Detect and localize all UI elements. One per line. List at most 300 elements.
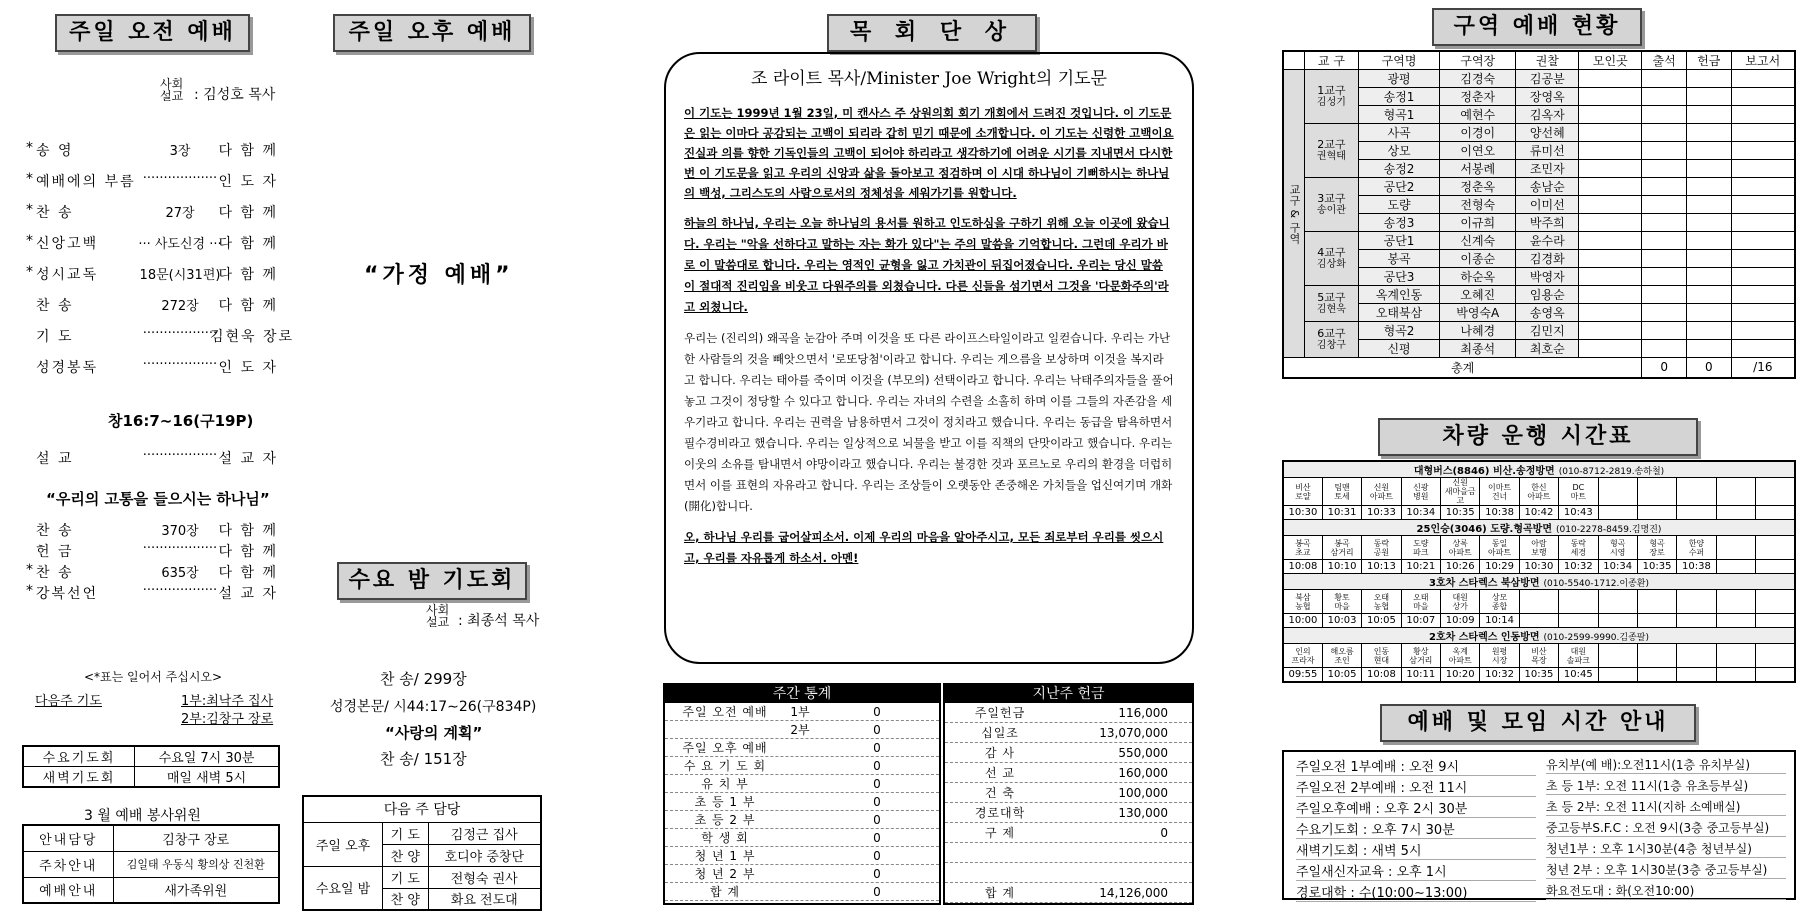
weekly-row <box>665 847 939 865</box>
bus-stop-cell: 신원 새마을금고 <box>1441 478 1480 506</box>
district-blank-cell[interactable] <box>1686 160 1731 178</box>
district-cell: 전형숙 <box>1440 196 1516 214</box>
district-blank-cell[interactable] <box>1579 322 1642 340</box>
duty-slot: 주일 오후 <box>303 822 383 866</box>
district-cell: 공단2 <box>1358 178 1439 196</box>
district-cell: 사곡 <box>1358 124 1439 142</box>
district-blank-cell[interactable] <box>1642 268 1687 286</box>
weekly-row-part <box>785 865 815 882</box>
wednesday-sermon-title: “사랑의 계획” <box>385 724 483 742</box>
district-blank-cell[interactable] <box>1579 160 1642 178</box>
schedule-title: 예배 및 모임 시간 안내 <box>1380 704 1696 742</box>
order-item-leader: 다 함 께 <box>218 205 278 221</box>
duty-role: 기 도 <box>383 822 429 844</box>
order-mark: * <box>26 264 33 280</box>
district-cell: 형곡1 <box>1358 106 1439 124</box>
order-item-detail: 370장 <box>161 524 199 539</box>
district-blank-cell[interactable] <box>1686 286 1731 304</box>
weekly-row-part <box>785 757 815 774</box>
meeting-name: 새벽기도회 <box>23 767 135 788</box>
offering-row-label: 경로대학 <box>974 806 1026 820</box>
district-blank-cell[interactable] <box>1579 142 1642 160</box>
weekly-row-count: 0 <box>873 813 881 827</box>
district-blank-cell[interactable] <box>1579 88 1642 106</box>
district-blank-cell[interactable] <box>1579 268 1642 286</box>
bus-time-cell: 10:14 <box>1480 614 1519 628</box>
bus-stop-cell: 대원 솔파크 <box>1559 644 1598 668</box>
weekly-row-label: 학 생 회 <box>701 831 749 845</box>
district-group-cell <box>1305 286 1359 322</box>
district-cell: 봉곡 <box>1358 250 1439 268</box>
district-group-leader: 김성기 <box>1316 96 1346 108</box>
prayer-box <box>664 52 1194 664</box>
duty-role: 찬 양 <box>383 888 429 910</box>
district-blank-cell[interactable] <box>1642 160 1687 178</box>
district-blank-cell[interactable] <box>1686 304 1731 322</box>
district-group-cell <box>1305 322 1359 358</box>
schedule-left-item: 새벽기도회 : 새벽 5시 <box>1296 840 1536 860</box>
bus-time-cell: 10:32 <box>1480 668 1519 682</box>
wednesday-presider-label: 사회 설교 <box>426 603 450 629</box>
district-cell: 김민지 <box>1516 322 1579 340</box>
committee-person: 새가족위원 <box>113 877 279 903</box>
district-blank-cell[interactable] <box>1579 124 1642 142</box>
district-blank-cell[interactable] <box>1686 178 1731 196</box>
bus-time-cell <box>1598 506 1637 520</box>
order-item-leader: 다 함 께 <box>218 143 278 159</box>
district-blank-cell[interactable] <box>1579 340 1642 358</box>
bus-time-cell: 10:35 <box>1441 506 1480 520</box>
bus-stop-cell: 북삼 농협 <box>1283 590 1322 614</box>
next-prayer-label: 다음주 기도 <box>35 694 102 709</box>
district-title: 구역 예배 현황 <box>1432 8 1642 46</box>
weekly-row-part: 1부 <box>790 705 810 719</box>
district-cell: 조민자 <box>1516 160 1579 178</box>
duty-person: 김정근 집사 <box>428 822 541 844</box>
bus-stop-cell: 동락 공원 <box>1362 536 1401 560</box>
district-blank-cell[interactable] <box>1686 124 1731 142</box>
district-cell: 최호순 <box>1516 340 1579 358</box>
sermon-dots: ·················· <box>142 448 218 463</box>
district-blank-cell[interactable] <box>1686 322 1731 340</box>
bus-stop-cell <box>1598 644 1637 668</box>
wednesday-presider: : 최종석 목사 <box>458 613 540 629</box>
schedule-right-item: 중고등부S.F.C : 오전 9시(3층 중고등부실) <box>1546 819 1786 837</box>
weekly-row <box>665 739 939 757</box>
offering-row-amount: 550,000 <box>1118 746 1168 760</box>
district-blank-cell[interactable] <box>1642 142 1687 160</box>
district-blank-cell[interactable] <box>1642 196 1687 214</box>
bus-time-cell <box>1756 560 1796 574</box>
weekly-row-count: 0 <box>873 795 881 809</box>
bus-stop-cell: 형곡 장로 <box>1637 536 1676 560</box>
district-blank-cell[interactable] <box>1579 196 1642 214</box>
district-blank-cell[interactable] <box>1642 250 1687 268</box>
district-corner-cell <box>1283 51 1305 70</box>
sermon-label: 설 교 <box>36 451 74 467</box>
weekly-row-count: 0 <box>873 741 881 755</box>
district-cell: 김옥자 <box>1516 106 1579 124</box>
district-blank-cell[interactable] <box>1731 250 1795 268</box>
bus-time-cell: 10:00 <box>1283 614 1322 628</box>
district-blank-cell[interactable] <box>1686 70 1731 88</box>
order-item-name: 성시교독 <box>36 267 99 283</box>
district-blank-cell[interactable] <box>1642 232 1687 250</box>
district-row <box>1283 304 1795 322</box>
offering-row-label: 십일조 <box>981 726 1019 740</box>
district-group-leader: 권혁태 <box>1316 150 1346 162</box>
district-blank-cell[interactable] <box>1731 88 1795 106</box>
order-item-name: 헌 금 <box>36 544 74 560</box>
district-blank-cell[interactable] <box>1579 232 1642 250</box>
district-group-cell <box>1305 124 1359 178</box>
morning-presider: : 김성호 목사 <box>194 87 276 103</box>
offering-row <box>945 823 1192 843</box>
bus-route-row <box>1283 574 1795 590</box>
district-blank-cell[interactable] <box>1642 178 1687 196</box>
district-row <box>1283 322 1795 340</box>
bus-time-cell: 10:42 <box>1519 506 1558 520</box>
bus-time-cell <box>1637 506 1676 520</box>
district-blank-cell[interactable] <box>1579 70 1642 88</box>
meeting-time: 수요일 7시 30분 <box>135 746 279 767</box>
bus-time-cell: 09:55 <box>1283 668 1322 682</box>
district-blank-cell[interactable] <box>1686 106 1731 124</box>
district-total-label: 총계 <box>1283 358 1642 378</box>
district-cell: 서봉례 <box>1440 160 1516 178</box>
wednesday-hymn2: 찬 송/ 151장 <box>380 750 467 768</box>
district-blank-cell[interactable] <box>1686 142 1731 160</box>
bus-stop-cell: 오태 농협 <box>1362 590 1401 614</box>
district-blank-cell[interactable] <box>1731 160 1795 178</box>
bus-stop-cell <box>1716 478 1755 506</box>
district-blank-cell[interactable] <box>1686 232 1731 250</box>
district-row <box>1283 70 1795 88</box>
offering-row-amount <box>1055 843 1192 862</box>
bus-time-row <box>1283 560 1795 574</box>
bus-stop-cell: 형곡 시영 <box>1598 536 1637 560</box>
district-group-name: 4교구 <box>1317 245 1346 259</box>
offering-stats-rows <box>945 703 1192 903</box>
family-worship-label: “가정 예배” <box>364 263 514 288</box>
order-mark: * <box>26 583 33 599</box>
district-total-row <box>1283 358 1795 378</box>
district-blank-cell[interactable] <box>1686 196 1731 214</box>
weekly-row-count: 0 <box>873 759 881 773</box>
order-item-name: 기 도 <box>36 329 74 345</box>
order-item-leader: 다 함 께 <box>218 298 278 314</box>
bus-stop-cell <box>1677 644 1716 668</box>
offering-row-amount <box>1055 863 1192 882</box>
bus-stop-cell <box>1519 590 1558 614</box>
district-blank-cell[interactable] <box>1686 268 1731 286</box>
district-blank-cell[interactable] <box>1731 322 1795 340</box>
offering-row <box>945 703 1192 723</box>
bus-time-cell: 10:08 <box>1362 668 1401 682</box>
weekly-stats-title: 주간 통계 <box>665 685 939 703</box>
pastor-column-title: 목 회 단 상 <box>827 14 1037 52</box>
district-header-cell: 구역명 <box>1358 51 1439 70</box>
bus-stop-row <box>1283 478 1795 506</box>
prayer-heading: 조 라이트 목사/Minister Joe Wright의 기도문 <box>751 69 1107 89</box>
weekly-row-label <box>665 721 785 738</box>
duty-role: 찬 양 <box>383 844 429 866</box>
district-row <box>1283 196 1795 214</box>
bus-stop-cell: 신광 병원 <box>1401 478 1440 506</box>
order-mark: * <box>26 233 33 249</box>
weekly-row-part: 2부 <box>790 723 810 737</box>
bus-stop-row <box>1283 590 1795 614</box>
district-blank-cell[interactable] <box>1686 250 1731 268</box>
weekly-row-count: 0 <box>873 777 881 791</box>
wednesday-hymn1: 찬 송/ 299장 <box>380 670 467 688</box>
bus-stop-cell: 한양 수퍼 <box>1677 536 1716 560</box>
offering-stats-title: 지난주 헌금 <box>945 685 1192 703</box>
district-row <box>1283 88 1795 106</box>
offering-row-amount: 130,000 <box>1118 806 1168 820</box>
district-blank-cell[interactable] <box>1579 304 1642 322</box>
weekly-row-part <box>785 883 815 900</box>
order-item-leader: 다 함 께 <box>218 565 278 581</box>
district-blank-cell[interactable] <box>1642 340 1687 358</box>
bus-time-cell <box>1756 614 1796 628</box>
district-cell: 오혜진 <box>1440 286 1516 304</box>
district-blank-cell[interactable] <box>1731 106 1795 124</box>
offering-row <box>945 783 1192 803</box>
district-cell: 송영옥 <box>1516 304 1579 322</box>
district-cell: 송남순 <box>1516 178 1579 196</box>
weekly-row <box>665 703 939 721</box>
bus-time-cell: 10:13 <box>1362 560 1401 574</box>
district-blank-cell[interactable] <box>1731 340 1795 358</box>
order-mark: * <box>26 171 33 187</box>
bus-time-row <box>1283 614 1795 628</box>
bus-stop-cell: 봉곡 초교 <box>1283 536 1322 560</box>
district-table-wrap <box>1282 50 1796 379</box>
order-item-name: 찬 송 <box>36 205 74 221</box>
bus-time-cell: 10:43 <box>1559 506 1598 520</box>
district-row <box>1283 160 1795 178</box>
weekly-row <box>665 775 939 793</box>
bus-time-cell: 10:30 <box>1283 506 1322 520</box>
weekly-row-count: 0 <box>873 867 881 881</box>
prayer-paragraph-4: 오, 하나님 우리를 굽어살피소서. 이제 우리의 마음을 알아주시고, 모든 죄로부터 우리를 씻으시고, 우리를 자유롭게 하소서. 아멘! <box>684 530 1164 565</box>
district-cell: 이규희 <box>1440 214 1516 232</box>
offering-row-label: 건 축 <box>985 786 1015 800</box>
district-blank-cell[interactable] <box>1731 214 1795 232</box>
district-blank-cell[interactable] <box>1579 286 1642 304</box>
district-blank-cell[interactable] <box>1642 304 1687 322</box>
district-blank-cell[interactable] <box>1686 340 1731 358</box>
bus-route-row <box>1283 628 1795 644</box>
district-blank-cell[interactable] <box>1642 70 1687 88</box>
district-cell: 장영옥 <box>1516 88 1579 106</box>
bus-time-cell: 10:35 <box>1637 560 1676 574</box>
bus-stop-cell <box>1637 478 1676 506</box>
district-blank-cell[interactable] <box>1731 268 1795 286</box>
district-blank-cell[interactable] <box>1731 286 1795 304</box>
bus-stop-cell <box>1677 590 1716 614</box>
district-blank-cell[interactable] <box>1642 286 1687 304</box>
bus-table <box>1282 460 1796 683</box>
district-header-cell: 출석 <box>1642 51 1687 70</box>
district-cell: 최종석 <box>1440 340 1516 358</box>
district-cell: 정춘자 <box>1440 88 1516 106</box>
district-cell: 오태북삼 <box>1358 304 1439 322</box>
district-cell: 이종순 <box>1440 250 1516 268</box>
district-row <box>1283 178 1795 196</box>
bus-stop-cell: 도량 파크 <box>1401 536 1440 560</box>
bus-stop-cell: 신원 아파트 <box>1362 478 1401 506</box>
bus-route-phone: (010-2599-9990.김종팔) <box>1543 633 1649 643</box>
schedule-left-item: 수요기도회 : 오후 7시 30분 <box>1296 819 1536 839</box>
committee-title: 3 월 예배 봉사위원 <box>84 808 201 824</box>
district-header-cell: 헌금 <box>1686 51 1731 70</box>
district-total-value: /16 <box>1731 358 1795 378</box>
order-item-name: 찬 송 <box>36 565 74 581</box>
district-blank-cell[interactable] <box>1731 232 1795 250</box>
bus-stop-cell: 인의 프라자 <box>1283 644 1322 668</box>
district-cell: 윤수라 <box>1516 232 1579 250</box>
district-blank-cell[interactable] <box>1579 250 1642 268</box>
district-blank-cell[interactable] <box>1579 178 1642 196</box>
weekly-row-label: 초 등 2 부 <box>694 813 756 827</box>
bus-stop-cell: 비산 목장 <box>1519 644 1558 668</box>
district-group-leader: 김상화 <box>1316 258 1346 270</box>
district-blank-cell[interactable] <box>1642 106 1687 124</box>
district-cell: 김경화 <box>1516 250 1579 268</box>
order-mark: * <box>26 140 33 156</box>
bus-time-cell: 10:34 <box>1401 506 1440 520</box>
bus-stop-cell: 동락 세경 <box>1559 536 1598 560</box>
offering-row <box>945 863 1192 883</box>
offering-row-label <box>945 843 1055 862</box>
district-cell: 형곡2 <box>1358 322 1439 340</box>
duty-slot: 수요일 밤 <box>303 866 383 910</box>
sermon-leader: 설 교 자 <box>218 451 278 467</box>
offering-row-label: 구 제 <box>985 826 1015 840</box>
morning-scripture: 창16:7∼16(구19P) <box>108 412 254 430</box>
district-blank-cell[interactable] <box>1731 196 1795 214</box>
bus-stop-cell: 동일 아파트 <box>1480 536 1519 560</box>
bus-stop-cell <box>1677 478 1716 506</box>
bus-table-wrap <box>1282 460 1796 683</box>
district-cell: 광평 <box>1358 70 1439 88</box>
weekly-row-label: 주일 오전 예배 <box>682 705 768 719</box>
district-group-cell <box>1305 232 1359 286</box>
offering-row <box>945 883 1192 903</box>
bus-stop-cell: 비산 로얄 <box>1283 478 1322 506</box>
offering-row-amount: 14,126,000 <box>1099 886 1168 900</box>
district-blank-cell[interactable] <box>1731 124 1795 142</box>
schedule-right-item: 청년1부 : 오후 1시30분(4층 청년부실) <box>1546 840 1786 858</box>
district-blank-cell[interactable] <box>1686 88 1731 106</box>
weekly-row <box>665 721 939 739</box>
district-cell: 옥계인동 <box>1358 286 1439 304</box>
order-item-name: 성경봉독 <box>36 360 99 376</box>
bus-time-cell <box>1716 668 1755 682</box>
bus-stop-cell: 인동 현대 <box>1362 644 1401 668</box>
district-blank-cell[interactable] <box>1731 142 1795 160</box>
district-blank-cell[interactable] <box>1642 124 1687 142</box>
bus-time-row <box>1283 506 1795 520</box>
order-item-detail: ·················· <box>142 583 218 598</box>
district-blank-cell[interactable] <box>1642 322 1687 340</box>
district-cell: 임용순 <box>1516 286 1579 304</box>
morning-presider-label: 사회 설교 <box>160 77 184 103</box>
order-item-name: 강복선언 <box>36 586 99 602</box>
district-group-name: 2교구 <box>1317 137 1346 151</box>
next-prayer-1: 1부:최낙주 집사 <box>181 694 274 709</box>
weekly-row <box>665 883 939 901</box>
district-cell: 이경이 <box>1440 124 1516 142</box>
district-total-value: 0 <box>1642 358 1687 378</box>
district-blank-cell[interactable] <box>1642 214 1687 232</box>
offering-row-label: 감 사 <box>985 746 1015 760</box>
bus-stop-cell <box>1637 590 1676 614</box>
bus-stop-cell: 옥계 아파트 <box>1441 644 1480 668</box>
district-cell: 하순옥 <box>1440 268 1516 286</box>
district-group-name: 1교구 <box>1317 83 1346 97</box>
afternoon-service-title: 주일 오후 예배 <box>333 14 531 52</box>
district-group-name: 5교구 <box>1317 290 1346 304</box>
district-blank-cell[interactable] <box>1579 106 1642 124</box>
district-blank-cell[interactable] <box>1731 178 1795 196</box>
district-blank-cell[interactable] <box>1731 70 1795 88</box>
bus-time-cell <box>1716 560 1755 574</box>
bus-time-cell <box>1637 668 1676 682</box>
offering-row-amount: 100,000 <box>1118 786 1168 800</box>
order-item-detail: ·················· <box>142 171 218 186</box>
district-cell: 나혜경 <box>1440 322 1516 340</box>
order-item-leader: 다 함 께 <box>218 544 278 560</box>
order-item-detail: ·················· <box>142 326 218 341</box>
offering-row-amount: 0 <box>1160 826 1168 840</box>
bus-time-cell: 10:09 <box>1441 614 1480 628</box>
committee-table <box>22 824 280 904</box>
bus-stop-cell: 아람 보행 <box>1519 536 1558 560</box>
district-table <box>1282 50 1796 379</box>
stand-note: <*표는 일어서 주십시오> <box>84 670 223 684</box>
district-row <box>1283 268 1795 286</box>
district-cell: 류미선 <box>1516 142 1579 160</box>
district-blank-cell[interactable] <box>1642 88 1687 106</box>
schedule-right-item: 유치부(예 배):오전11시(1층 유치부실) <box>1546 756 1786 774</box>
weekly-row-part <box>785 829 815 846</box>
weekly-stats <box>663 683 941 905</box>
weekly-row-label: 수 요 기 도 회 <box>683 759 767 773</box>
meeting-table <box>22 745 280 788</box>
order-item-detail: 3장 <box>169 144 191 159</box>
district-blank-cell[interactable] <box>1686 214 1731 232</box>
prayer-paragraph-1: 이 기도는 1999년 1월 23일, 미 캔사스 주 상원의회 회기 개회에서 드려진 것입니다. 이 기도문은 읽는 이마다 공감되는 고백이 되리라 갑히 믿기 때문에 소개합니다. 이 기도는 신령한 고백이요 진실과 의를 향한 기독인들의 고백이 되어야 하리라고 생각하기에 어려운 시기를 지내면서 다시한번 이 기도문을 읽고 우리의 신앙과 삶을 돌아보고 점검하며 이 시대 하나님이 기뻐하시는 하나님의 백성, 그리스도의 사람으로서의 정체성을 세워가기를 원합니다. <box>684 106 1174 200</box>
order-mark: * <box>26 202 33 218</box>
bus-stop-cell: 원평 시장 <box>1480 644 1519 668</box>
bus-stop-cell <box>1716 536 1755 560</box>
bus-time-cell: 10:45 <box>1559 668 1598 682</box>
order-item-leader: 인 도 자 <box>218 174 278 190</box>
bus-time-cell: 10:29 <box>1480 560 1519 574</box>
bus-stop-cell: 해오름 조인 <box>1322 644 1361 668</box>
bus-time-cell <box>1756 506 1796 520</box>
district-row <box>1283 286 1795 304</box>
district-blank-cell[interactable] <box>1731 304 1795 322</box>
weekly-row-label: 유 치 부 <box>701 777 749 791</box>
bus-stop-cell <box>1716 644 1755 668</box>
district-total-value: 0 <box>1686 358 1731 378</box>
district-cell: 김경숙 <box>1440 70 1516 88</box>
district-blank-cell[interactable] <box>1579 214 1642 232</box>
